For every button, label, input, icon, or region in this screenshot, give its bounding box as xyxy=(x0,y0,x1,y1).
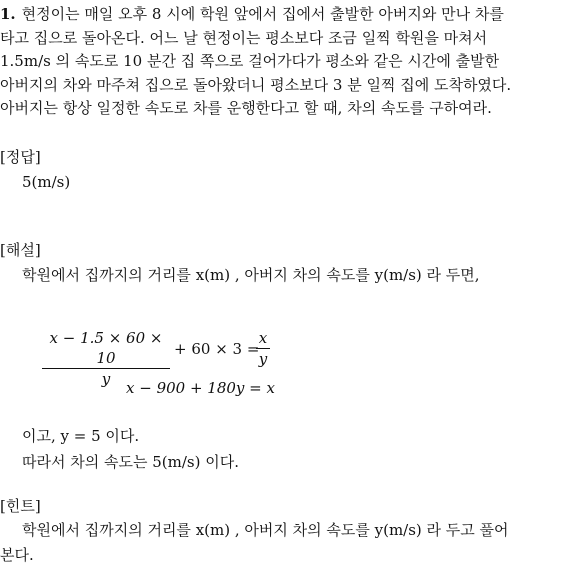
equation-1-rhs-fraction xyxy=(256,328,270,369)
equation-1-denominator: y xyxy=(101,370,111,388)
equation-2: x − 900 + 180y = x xyxy=(126,379,275,397)
answer-value: 5(m/s) xyxy=(22,173,71,191)
answer-heading: [정답] xyxy=(0,148,41,166)
equation-1-rhs-denominator: y xyxy=(258,350,268,368)
problem-line-1 xyxy=(0,3,504,25)
hint-heading: [힌트] xyxy=(0,497,41,515)
solution-heading: [해설] xyxy=(0,241,41,259)
equation-1-middle: + 60 × 3 = xyxy=(174,340,260,358)
problem-number: 1. xyxy=(0,5,16,23)
problem-line-3: 1.5m/s 의 속도로 10 분간 집 쪽으로 걸어가다가 평소와 같은 시간에 출발한 xyxy=(0,52,500,70)
problem-line-2: 타고 집으로 돌아온다. 어느 날 현정이는 평소보다 조금 일찍 학원을 마쳐서 xyxy=(0,29,488,47)
solution-result-2: 따라서 차의 속도는 5(m/s) 이다. xyxy=(22,453,239,471)
problem-text-1: 현정이는 매일 오후 8 시에 학원 앞에서 집에서 출발한 아버지와 만나 차를 xyxy=(21,5,504,23)
problem-line-4: 아버지의 차와 마주쳐 집으로 돌아왔더니 평소보다 3 분 일찍 집에 도착하였다. xyxy=(0,76,512,94)
hint-line-2: 본다. xyxy=(0,546,34,564)
hint-line-1: 학원에서 집까지의 거리를 x(m) , 아버지 차의 속도를 y(m/s) 라 두고 풀어 xyxy=(22,521,509,539)
equation-1-numerator: x − 1.5 × 60 × 10 xyxy=(42,328,170,369)
problem-line-5: 아버지는 항상 일정한 속도로 차를 운행한다고 할 때, 차의 속도를 구하여라. xyxy=(0,99,492,117)
equation-1-rhs-numerator: x xyxy=(256,328,270,349)
solution-result-1: 이고, y = 5 이다. xyxy=(22,427,140,445)
solution-intro: 학원에서 집까지의 거리를 x(m) , 아버지 차의 속도를 y(m/s) 라 두면, xyxy=(22,266,480,284)
